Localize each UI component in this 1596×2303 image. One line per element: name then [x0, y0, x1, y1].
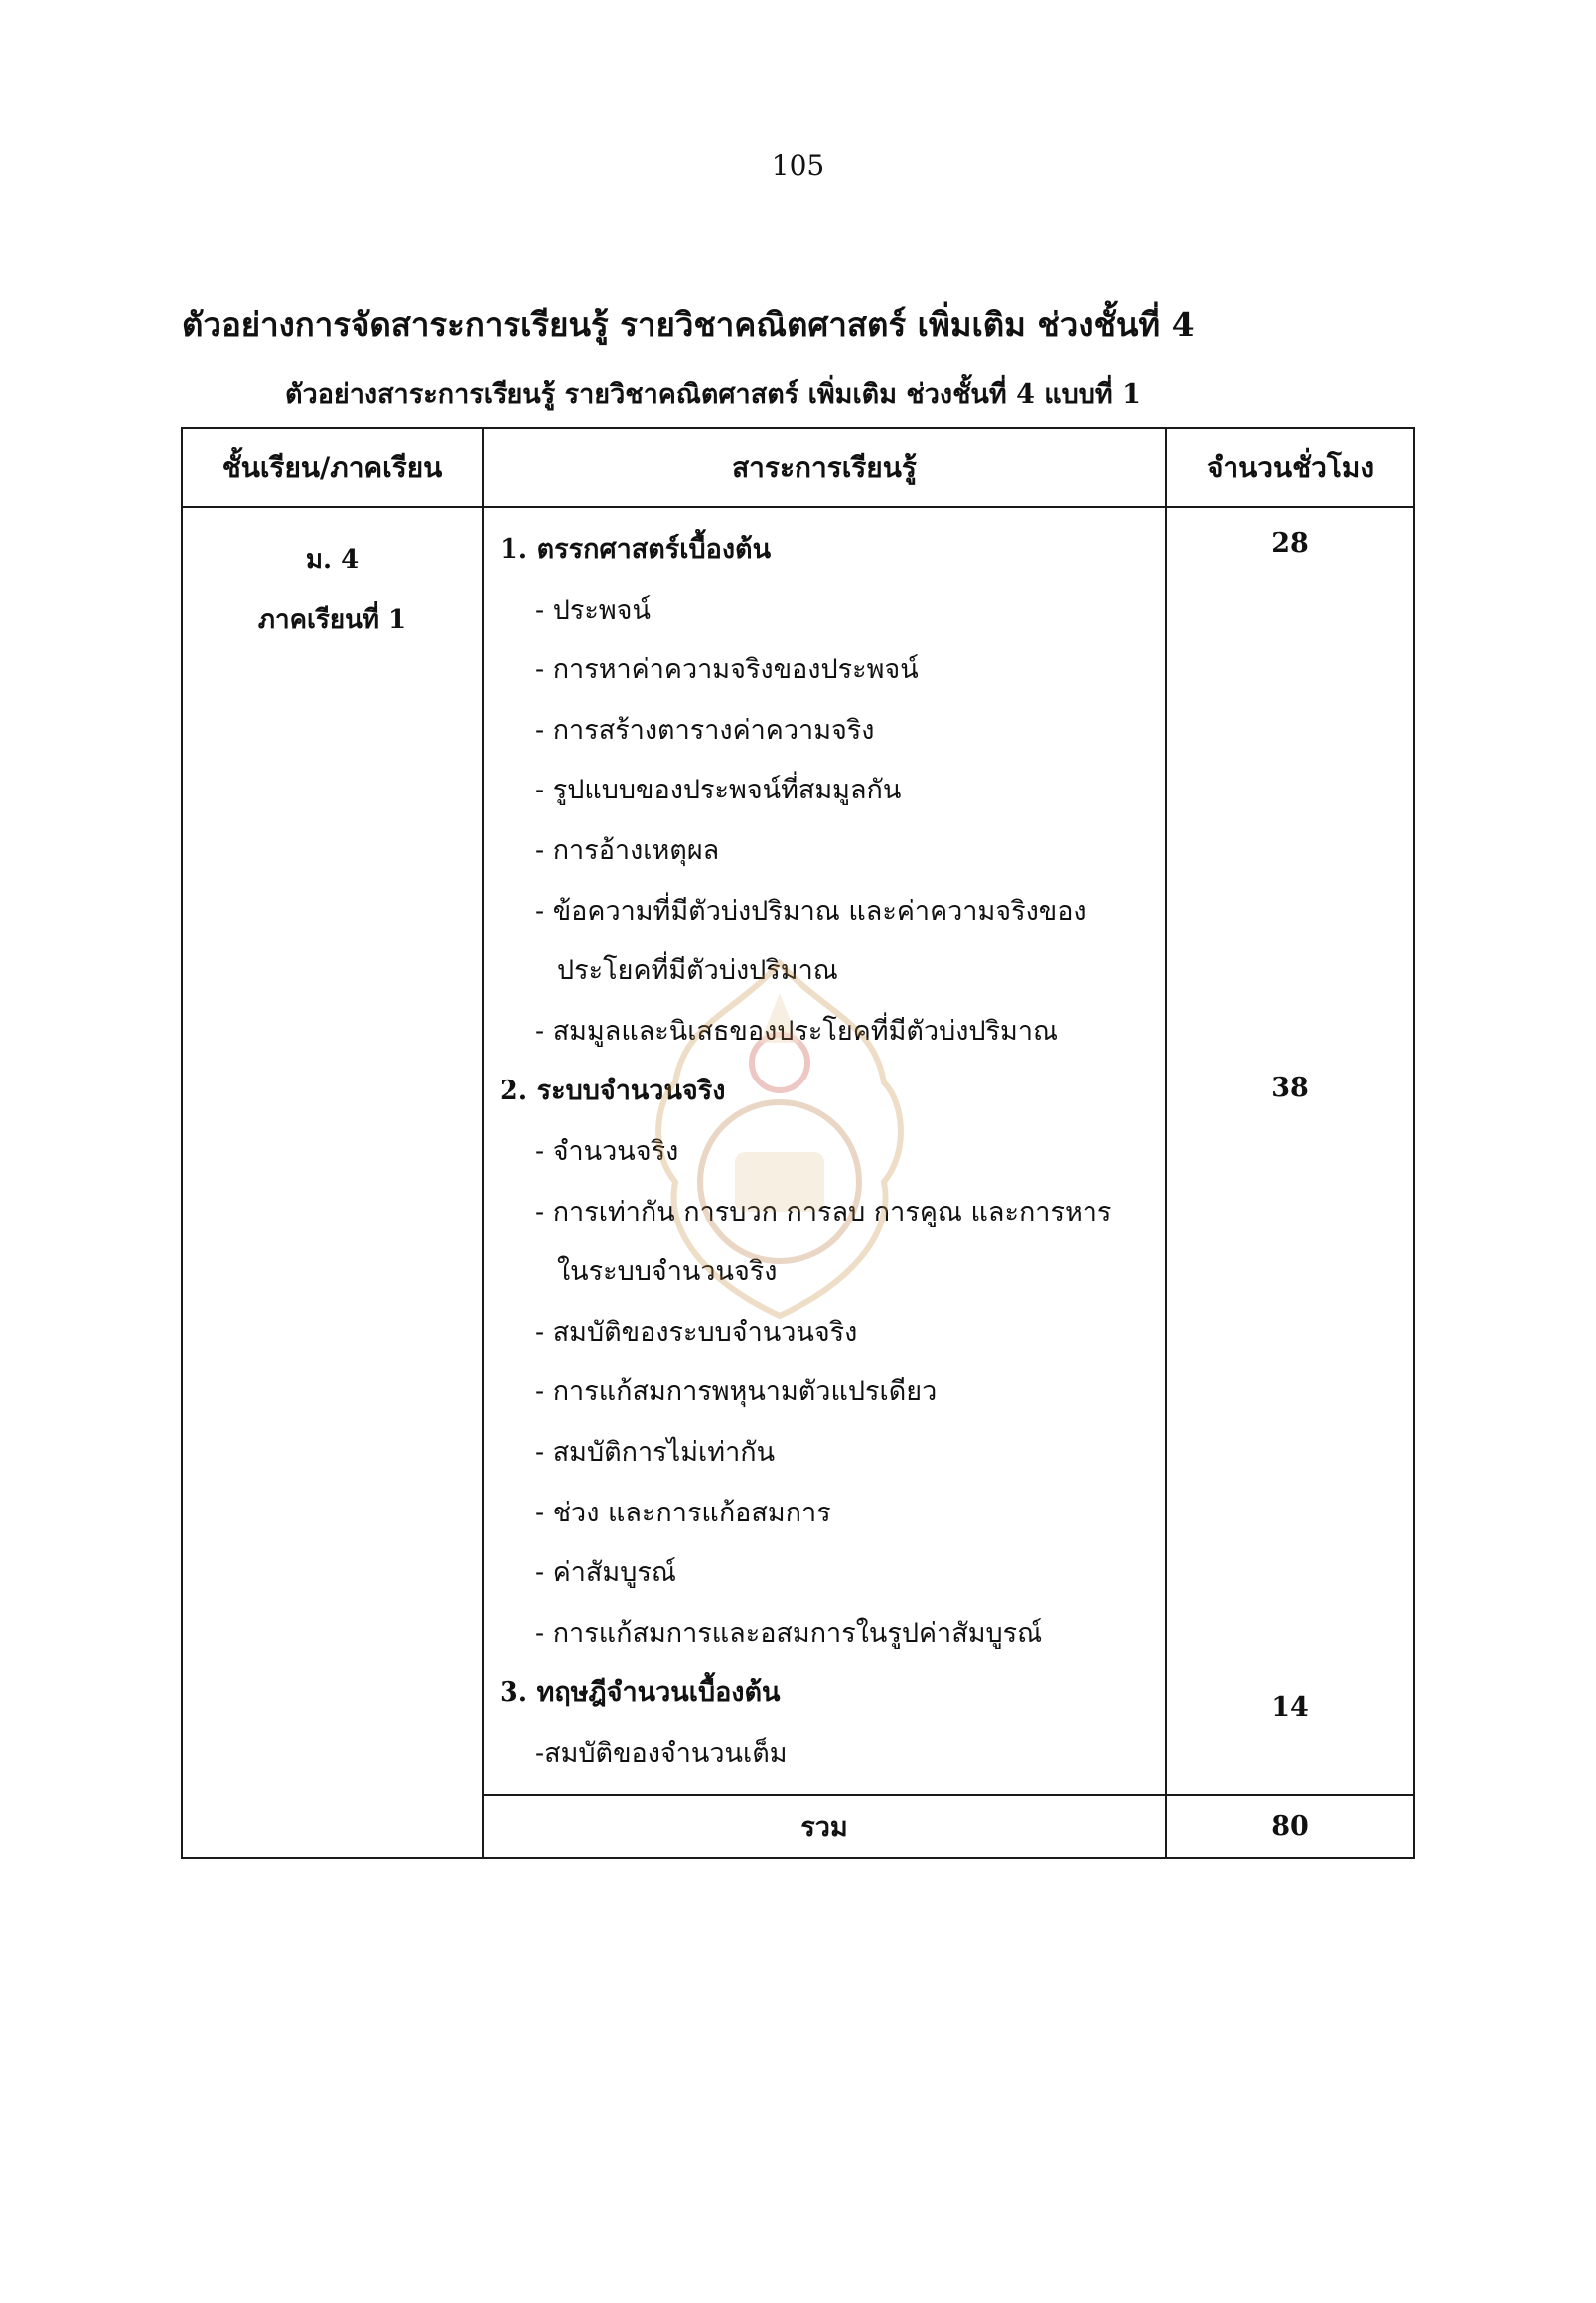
topic-item-continuation: ประโยคที่มีตัวบ่งปริมาณ [557, 955, 838, 987]
total-row [182, 1795, 1414, 1858]
semester-label: ภาคเรียนที่ 1 [257, 605, 407, 635]
topic-hours: 14 [1271, 1692, 1309, 1723]
topic-title: 1. ตรรกศาสตร์เบื้องต้น [500, 534, 772, 565]
topic-hours: 38 [1271, 1073, 1309, 1103]
topic-item: -สมบัติของจำนวนเต็ม [535, 1737, 788, 1769]
topic-hours: 28 [1271, 528, 1309, 559]
topic-item: - ข้อความที่มีตัวบ่งปริมาณ และค่าความจริงของ [535, 895, 1087, 927]
header-content: สาระการเรียนรู้ [483, 428, 1166, 507]
total-label: รวม [483, 1795, 1166, 1858]
topic-item: - การหาค่าความจริงของประพจน์ [535, 654, 919, 686]
header-level: ชั้นเรียน/ภาคเรียน [182, 428, 483, 507]
level-cell [182, 507, 483, 1795]
topic-item: - จำนวนจริง [535, 1135, 679, 1167]
curriculum-table [181, 427, 1415, 1859]
topic-item-continuation: ในระบบจำนวนจริง [557, 1256, 778, 1288]
topic-item: - ช่วง และการแก้อสมการ [535, 1497, 831, 1528]
table-row [182, 507, 1414, 1795]
grade-label: ม. 4 [305, 545, 360, 575]
topic-item: - รูปแบบของประพจน์ที่สมมูลกัน [535, 775, 902, 806]
topic-item: - สมบัติการไม่เท่ากัน [535, 1436, 776, 1468]
topic-item: - การสร้างตารางค่าความจริง [535, 714, 875, 746]
topic-title: 3. ทฤษฎีจำนวนเบื้องต้น [500, 1677, 781, 1709]
table-header-row [182, 428, 1414, 507]
topic-item: - สมมูลและนิเสธของประโยคที่มีตัวบ่งปริมาณ [535, 1015, 1059, 1047]
header-hours: จำนวนชั่วโมง [1166, 428, 1414, 507]
content-cell [483, 507, 1166, 1795]
topic-title: 2. ระบบจำนวนจริง [500, 1076, 726, 1107]
topic-item: - การอ้างเหตุผล [535, 834, 720, 866]
document-title: ตัวอย่างการจัดสาระการเรียนรู้ รายวิชาคณิตศาสตร์ เพิ่มเติม ช่วงชั้นที่ 4 [182, 305, 1195, 344]
empty-level-cell [182, 1795, 483, 1858]
topic-item: - ค่าสัมบูรณ์ [535, 1557, 676, 1589]
page-number: 105 [771, 149, 825, 182]
total-hours: 80 [1166, 1795, 1414, 1858]
topic-item: - ประพจน์ [535, 594, 651, 626]
topic-item: - การแก้สมการและอสมการในรูปค่าสัมบูรณ์ [535, 1617, 1043, 1649]
topic-item: - การแก้สมการพหุนามตัวแปรเดียว [535, 1376, 938, 1408]
topic-item: - สมบัติของระบบจำนวนจริง [535, 1316, 858, 1348]
hours-cell [1166, 507, 1414, 1795]
topic-item: - การเท่ากัน การบวก การลบ การคูณ และการหาร [535, 1196, 1112, 1227]
document-subtitle: ตัวอย่างสาระการเรียนรู้ รายวิชาคณิตศาสตร์ เพิ่มเติม ช่วงชั้นที่ 4 แบบที่ 1 [285, 379, 1141, 410]
